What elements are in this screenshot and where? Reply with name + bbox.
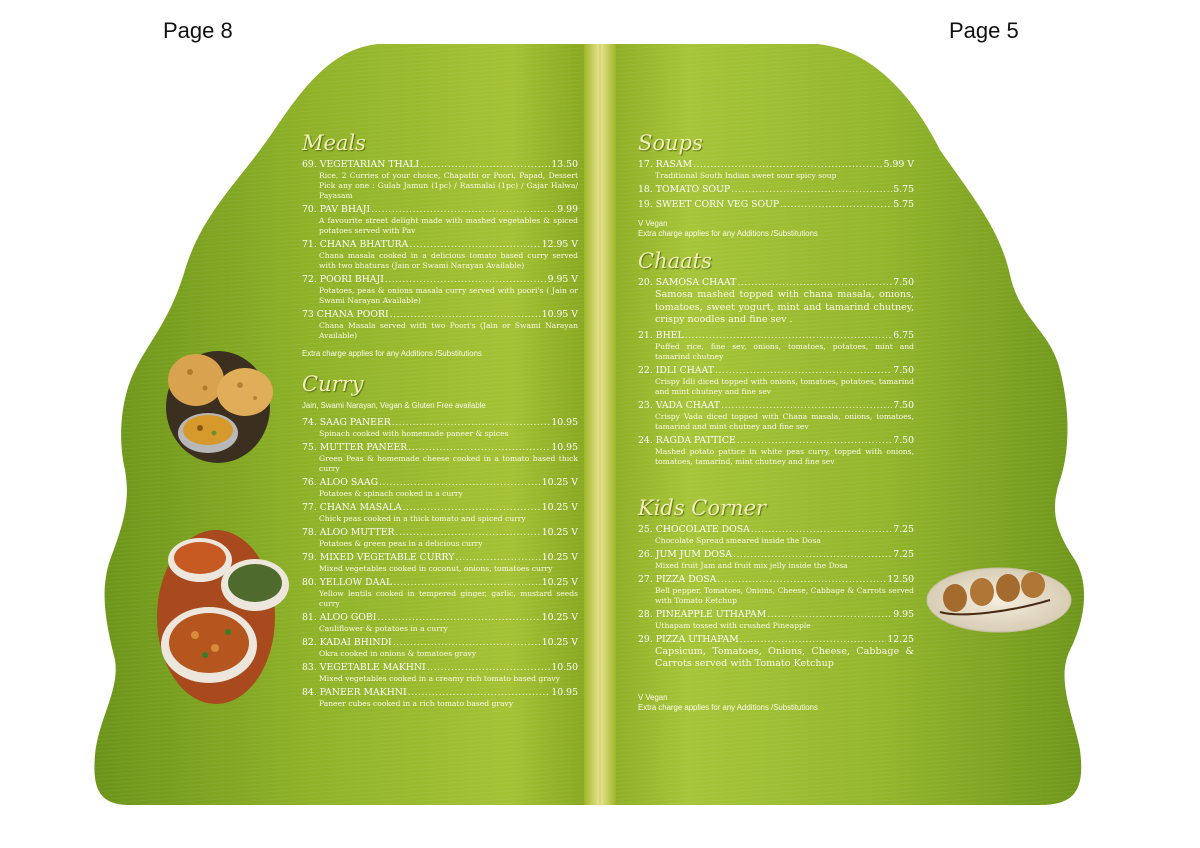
menu-item-price: 10.95	[551, 442, 578, 453]
menu-item-price: 9.95	[893, 608, 914, 620]
menu-item-price: 12.25	[887, 633, 914, 645]
menu-item-description: Mixed fruit Jam and fruit mix jelly inside the Dosa	[655, 560, 848, 570]
menu-item-price: 12.95 V	[541, 239, 578, 250]
dot-leader	[780, 199, 892, 211]
menu-item-header	[302, 239, 578, 251]
dot-leader	[385, 274, 547, 286]
menu-item-price: 10.25 V	[541, 477, 578, 488]
menu-item-description: Samosa mashed topped with chana masala, onions, tomatoes, sweet yogurt, mint and tamarind chutney, crispy noodles and fine sev .	[655, 289, 914, 325]
menu-item-name: 78. ALOO MUTTER	[302, 527, 395, 538]
menu-item-name: 20. SAMOSA CHAAT	[638, 277, 737, 288]
chaats-list	[638, 277, 914, 467]
menu-item-header	[302, 612, 578, 624]
menu-item	[302, 274, 578, 306]
menu-item-price: 7.25	[893, 548, 914, 560]
menu-item-name: 77. CHANA MASALA	[302, 502, 402, 513]
dot-leader	[427, 662, 551, 674]
chaats-section-title: Chaats	[638, 249, 712, 273]
kids-corner-list	[638, 524, 914, 671]
dot-leader	[693, 159, 883, 171]
menu-item-name: 74. SAAG PANEER	[302, 417, 391, 428]
dot-leader	[455, 552, 540, 564]
menu-item-description: Crispy Idli diced topped with onions, tomatoes, potatoes, tamarind and mint chutney and fine sev	[655, 376, 914, 396]
menu-item-description: Yellow lentils cooked in tempered ginger, garlic, mustard seeds curry	[319, 589, 578, 608]
curry-section-title: Curry	[302, 372, 364, 396]
soups-extra-charge-note: Extra charge applies for any Additions /Substitutions	[638, 229, 818, 238]
menu-item-description: Chick peas cooked in a thick tomato and spiced curry	[319, 514, 526, 523]
menu-item-price: 7.50	[893, 364, 914, 376]
dot-leader	[740, 634, 887, 646]
menu-item-name: 69. VEGETARIAN THALI	[302, 159, 420, 170]
menu-item-price: 6.75	[893, 329, 914, 341]
page-number-right: Page 5	[949, 18, 1019, 43]
menu-item-header	[302, 274, 578, 286]
menu-item-price: 12.50	[887, 573, 914, 585]
menu-item	[638, 330, 914, 362]
menu-item-name: 73 CHANA POORI	[302, 309, 389, 320]
menu-item	[302, 662, 578, 684]
menu-item-header	[638, 524, 914, 536]
menu-item-price: 9.95 V	[547, 274, 578, 285]
menu-item-name: 26. JUM JUM DOSA	[638, 548, 732, 560]
menu-item-price: 7.50	[893, 277, 914, 288]
menu-item-header	[638, 330, 914, 342]
soups-vegan-note: V Vegan	[638, 219, 668, 228]
menu-item-description: Mixed vegetables cooked in coconut, onions, tomatoes curry	[319, 564, 553, 573]
menu-item-header	[638, 609, 914, 621]
menu-item-name: 23. VADA CHAAT	[638, 399, 721, 411]
menu-item	[302, 309, 578, 341]
dot-leader	[717, 574, 886, 586]
menu-item-description: Mixed vegetables cooked in a creamy rich tomato based gravy	[319, 674, 560, 683]
dot-leader	[390, 309, 541, 321]
dot-leader	[393, 577, 541, 589]
menu-item-name: 79. MIXED VEGETABLE CURRY	[302, 552, 455, 563]
menu-item-price: 10.50	[551, 662, 578, 673]
menu-item-price: 7.50	[893, 434, 914, 446]
menu-item-name: 18. TOMATO SOUP	[638, 184, 731, 195]
menu-item	[638, 549, 914, 571]
menu-item-price: 10.25 V	[541, 527, 578, 538]
menu-item-name: 27. PIZZA DOSA	[638, 573, 717, 585]
menu-item-header	[638, 549, 914, 561]
meals-extra-charge-note: Extra charge applies for any Additions /Substitutions	[302, 349, 482, 358]
menu-item	[302, 637, 578, 659]
menu-item-header	[638, 400, 914, 412]
dot-leader	[737, 435, 893, 447]
menu-item-description: Mashed potato pattice in white peas curry, topped with onions, tomatoes, tamarind, mint chutney and fine sev	[655, 446, 914, 466]
menu-item-name: 17. RASAM	[638, 159, 693, 170]
menu-item-description: Crispy Vada diced topped with Chana masala, onions, tomatoes, tamarind and mint chutney and fine sev	[655, 411, 914, 431]
menu-item-name: 84. PANEER MAKHNI	[302, 687, 407, 698]
menu-item	[638, 435, 914, 467]
kids-vegan-note: V Vegan	[638, 692, 668, 702]
menu-item-description: Green Peas & homemade cheese cooked in a tomato based thick curry	[319, 454, 578, 473]
dot-leader	[685, 330, 893, 342]
menu-item-name: 80. YELLOW DAAL	[302, 577, 393, 588]
menu-item-name: 28. PINEAPPLE UTHAPAM	[638, 608, 767, 620]
dot-leader	[408, 687, 551, 699]
menu-item	[638, 634, 914, 671]
menu-item-name: 70. PAV BHAJI	[302, 204, 371, 215]
menu-item	[638, 574, 914, 606]
menu-item	[638, 400, 914, 432]
menu-item	[638, 524, 914, 546]
menu-item-header	[302, 159, 578, 171]
dot-leader	[731, 184, 892, 196]
soups-section-title: Soups	[638, 131, 703, 155]
menu-item	[302, 612, 578, 634]
menu-item	[302, 417, 578, 439]
menu-item-description: Puffed rice, fine sev, onions, tomatoes, potatoes, mint and tamarind chutney	[655, 341, 914, 361]
page-number-left: Page 8	[163, 18, 233, 43]
kids-corner-section-title: Kids Corner	[638, 495, 767, 520]
menu-item-header	[302, 502, 578, 514]
menu-item-header	[302, 204, 578, 216]
dot-leader	[767, 609, 892, 621]
menu-item	[302, 159, 578, 201]
menu-item-header	[302, 477, 578, 489]
menu-item-header	[638, 184, 914, 196]
menu-item-description: Spinach cooked with homemade paneer & spices	[319, 429, 509, 438]
menu-item-price: 13.50	[551, 159, 578, 170]
menu-item-header	[302, 527, 578, 539]
menu-item-description: Uthapam tossed with crushed Pineapple	[655, 620, 811, 630]
menu-item-description: Okra cooked in onions & tomatoes gravy	[319, 649, 477, 658]
meals-section-title: Meals	[302, 131, 366, 155]
menu-item	[638, 199, 914, 211]
menu-item-description: Cauliflower & potatoes in a curry	[319, 624, 448, 633]
dot-leader	[751, 524, 892, 536]
menu-item	[302, 577, 578, 609]
menu-item-price: 10.25 V	[541, 552, 578, 563]
menu-item	[302, 687, 578, 709]
menu-item	[302, 502, 578, 524]
dot-leader	[409, 239, 540, 251]
menu-item-description: Rice, 2 Curries of your choice, Chapathi or Poori, Papad, Dessert Pick any one : Gulab Jamun (1pc) / Rasmalai (1pc) / Gajar Halwa/ Payasam	[319, 171, 578, 200]
dot-leader	[371, 204, 556, 216]
menu-item-header	[638, 634, 914, 646]
menu-item	[638, 609, 914, 631]
curry-list	[302, 417, 578, 709]
menu-item-header	[302, 309, 578, 321]
menu-item-price: 10.95	[551, 417, 578, 428]
menu-item-price: 10.95 V	[541, 309, 578, 320]
menu-item-header	[638, 159, 914, 171]
menu-item-description: Capsicum, Tomatoes, Onions, Cheese, Cabbage & Carrots served with Tomato Ketchup	[655, 645, 914, 669]
menu-item-price: 10.25 V	[541, 577, 578, 588]
menu-item-description: Chana masala cooked in a delicious tomato based curry served with two bhaturas (Jain or Swami Narayan Available)	[319, 251, 578, 270]
menu-item-name: 22. IDLI CHAAT	[638, 364, 715, 376]
menu-item	[302, 239, 578, 271]
dot-leader	[715, 365, 892, 377]
menu-item	[302, 552, 578, 574]
menu-item	[638, 184, 914, 196]
menu-item-header	[302, 662, 578, 674]
menu-item-name: 82. KADAI BHINDI	[302, 637, 392, 648]
dot-leader	[408, 442, 550, 454]
menu-item-description: Potatoes & spinach cooked in a curry	[319, 489, 463, 498]
menu-item-header	[302, 577, 578, 589]
menu-item-header	[638, 365, 914, 377]
dot-leader	[396, 527, 541, 539]
dot-leader	[733, 549, 892, 561]
dot-leader	[377, 612, 540, 624]
menu-item-header	[638, 574, 914, 586]
menu-item-header	[638, 199, 914, 211]
dot-leader	[721, 400, 892, 412]
menu-item-description: Paneer cubes cooked in a rich tomato based gravy	[319, 699, 514, 708]
menu-item-price: 5.75	[893, 199, 914, 210]
menu-item-header	[638, 277, 914, 289]
dot-leader	[737, 277, 892, 289]
menu-item	[302, 527, 578, 549]
menu-item-price: 5.99 V	[883, 159, 914, 170]
menu-item-header	[302, 687, 578, 699]
menu-item-name: 76. ALOO SAAG	[302, 477, 379, 488]
menu-item-header	[302, 417, 578, 429]
menu-item	[302, 477, 578, 499]
menu-item-price: 10.25 V	[541, 637, 578, 648]
menu-item-name: 83. VEGETABLE MAKHNI	[302, 662, 426, 673]
menu-item-name: 75. MUTTER PANEER	[302, 442, 408, 453]
dot-leader	[420, 159, 550, 171]
menu-item-price: 10.95	[551, 687, 578, 698]
menu-item-name: 24. RAGDA PATTICE	[638, 434, 736, 446]
dot-leader	[393, 637, 541, 649]
menu-item-description: Potatoes & green peas in a delicious curry	[319, 539, 483, 548]
menu-item-name: 19. SWEET CORN VEG SOUP	[638, 199, 780, 210]
left-page-menu	[302, 130, 578, 709]
menu-item-description: Traditional South Indian sweet sour spicy soup	[655, 171, 837, 180]
menu-item-description: Bell pepper, Tomatoes, Onions, Cheese, Cabbage & Carrots served with Tomato Ketchup	[655, 585, 914, 605]
kids-extra-charge-note: Extra charge applies for any Additions /Substitutions	[638, 702, 818, 712]
menu-item	[638, 159, 914, 181]
menu-item	[302, 442, 578, 474]
menu-item	[302, 204, 578, 236]
menu-item-name: 81. ALOO GOBI	[302, 612, 377, 623]
dot-leader	[403, 502, 541, 514]
dosa-photo	[927, 568, 1071, 632]
menu-item-name: 29. PIZZA UTHAPAM	[638, 633, 739, 645]
menu-item-description: A favourite street delight made with mashed vegetables & spiced potatoes served with Pav	[319, 216, 578, 235]
dot-leader	[392, 417, 551, 429]
menu-item-header	[302, 637, 578, 649]
menu-item-description: Chana Masala served with two Poori's (Jain or Swami Narayan Available)	[319, 321, 578, 340]
curry-subtitle: Jain, Swami Narayan, Vegan & Gluten Free available	[302, 401, 486, 410]
menu-item	[638, 277, 914, 327]
dot-leader	[379, 477, 541, 489]
menu-item-price: 10.25 V	[541, 502, 578, 513]
menu-item-header	[638, 435, 914, 447]
menu-item-description: Chocolate Spread smeared inside the Dosa	[655, 535, 821, 545]
menu-item-name: 21. BHEL	[638, 329, 684, 341]
menu-item-price: 7.25	[893, 523, 914, 535]
menu-item-name: 72. POORI BHAJI	[302, 274, 384, 285]
soups-list	[638, 159, 914, 211]
menu-item	[638, 365, 914, 397]
menu-item-price: 9.99	[557, 204, 578, 215]
menu-item-description: Potatoes, peas & onions masala curry served with poori's ( Jain or Swami Narayan Available)	[319, 286, 578, 305]
menu-item-header	[302, 442, 578, 454]
menu-item-header	[302, 552, 578, 564]
right-page-menu	[638, 130, 914, 713]
menu-item-price: 5.75	[893, 184, 914, 195]
menu-item-name: 71. CHANA BHATURA	[302, 239, 409, 250]
menu-item-name: 25. CHOCOLATE DOSA	[638, 523, 750, 535]
menu-item-price: 10.25 V	[541, 612, 578, 623]
menu-item-price: 7.50	[893, 399, 914, 411]
meals-list	[302, 159, 578, 341]
